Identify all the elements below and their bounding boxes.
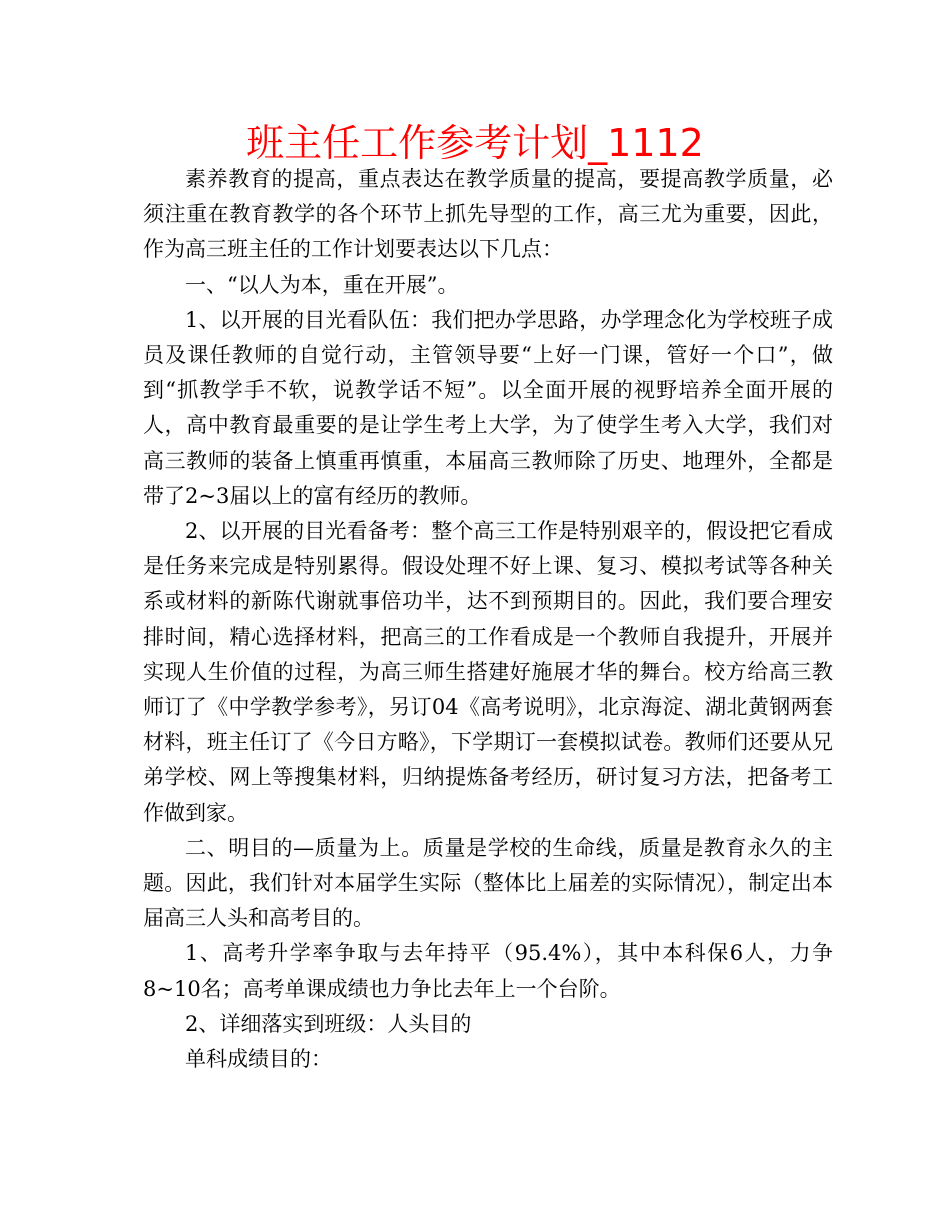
document-body bbox=[143, 162, 833, 1077]
paragraph-section-2: 二、明目的—质量为上。质量是学校的生命线，质量是教育永久的主题。因此，我们针对本届学生实际（整体比上届差的实际情况），制定出本届高三人头和高考目的。 bbox=[143, 835, 833, 931]
paragraph-1-1: 1、以开展的目光看队伍：我们把办学思路，办学理念化为学校班子成员及课任教师的自觉行动，主管领导要“上好一门课，管好一个口”，做到“抓教学手不软，说教学话不短”。以全面开展的视野培养全面开展的人，高中教育最重要的是让学生考上大学，为了使学生考入大学，我们对高三教师的装备上慎重再慎重，本届高三教师除了历史、地理外，全都是带了2~3届以上的富有经历的教师。 bbox=[143, 307, 833, 508]
paragraph-section-1-heading: 一、“以人为本，重在开展”。 bbox=[185, 272, 459, 297]
paragraph-2-1: 1、高考升学率争取与去年持平（95.4%），其中本科保6人，力争8~10名；高考单课成绩也力争比去年上一个台阶。 bbox=[143, 941, 833, 1001]
paragraph-2-2: 2、详细落实到班级：人头目的 bbox=[185, 1011, 472, 1036]
document-title: 班主任工作参考计划_1112 bbox=[246, 121, 704, 165]
paragraph-single-subject: 单科成绩目的： bbox=[185, 1047, 332, 1072]
paragraph-1-2: 2、以开展的目光看备考：整个高三工作是特别艰辛的，假设把它看成是任务来完成是特别累得。假设处理不好上课、复习、模拟考试等各种关系或材料的新陈代谢就事倍功半，达不到预期目的。因此，我们要合理安排时间，精心选择材料，把高三的工作看成是一个教师自我提升，开展并实现人生价值的过程，为高三师生搭建好施展才华的舞台。校方给高三教师订了《中学教学参考》，另订04《高考说明》，北京海淀、湖北黄钢两套材料，班主任订了《今日方略》，下学期订一套模拟试卷。教师们还要从兄弟学校、网上等搜集材料，归纳提炼备考经历，研讨复习方法，把备考工作做到家。 bbox=[143, 519, 833, 825]
paragraph-intro: 素养教育的提高，重点表达在教学质量的提高，要提高教学质量，必须注重在教育教学的各个环节上抓先导型的工作，高三尤为重要，因此，作为高三班主任的工作计划要表达以下几点： bbox=[143, 167, 833, 262]
